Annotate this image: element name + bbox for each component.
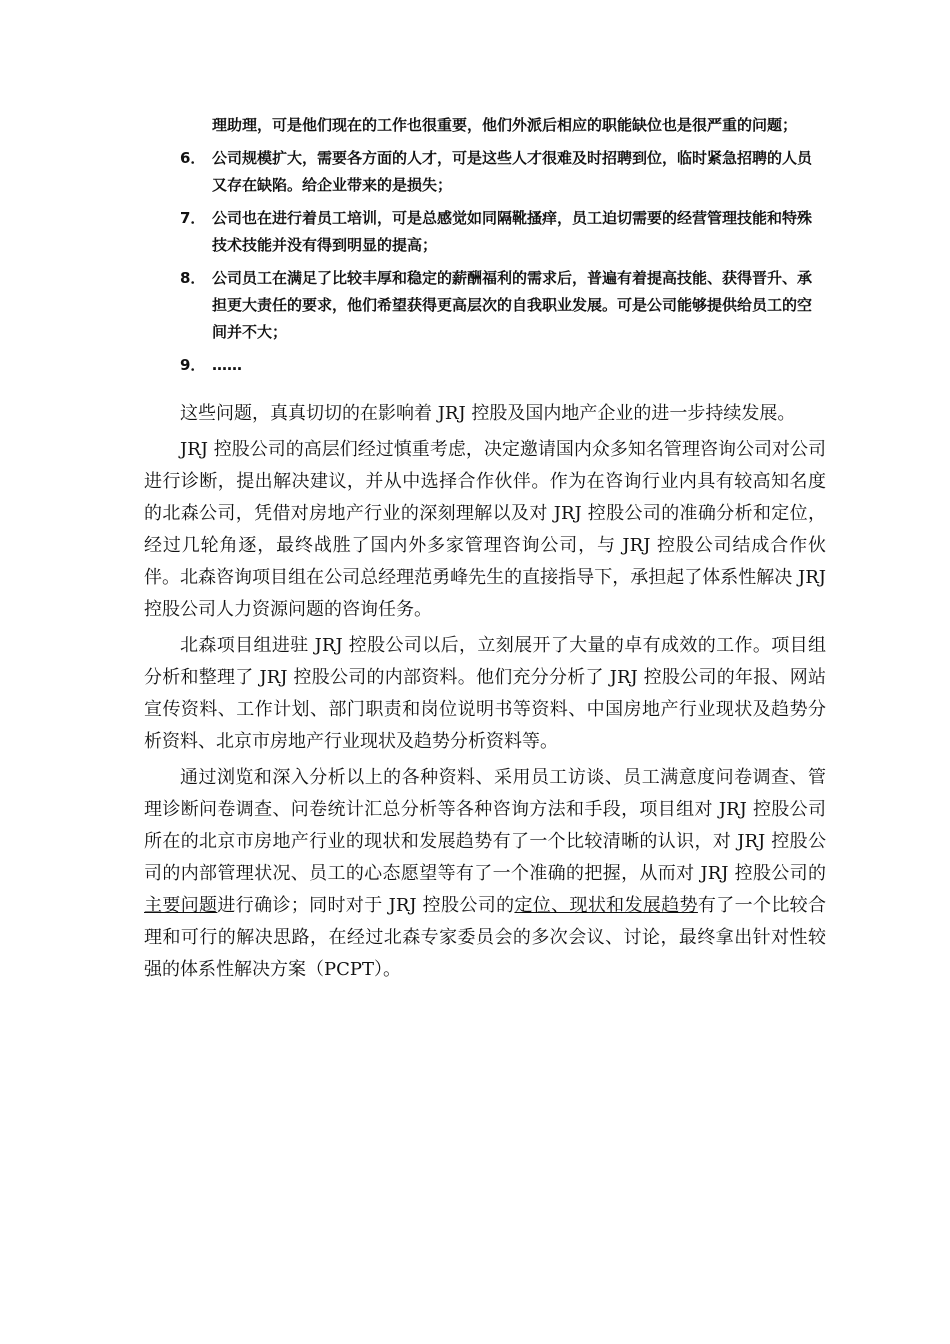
paragraph-text: 进行确诊；同时对于 JRJ 控股公司的: [217, 895, 515, 916]
paragraph: 北森项目组进驻 JRJ 控股公司以后，立刻展开了大量的卓有成效的工作。项目组分析和整理了 JRJ 控股公司的内部资料。他们充分分析了 JRJ 控股公司的年报、网站宣传资料、工作计划、部门职责和岗位说明书等资料、中国房地产行业现状及趋势分析资料、北京市房地产行业现状及趋势分析资料等。: [144, 635, 826, 752]
list-item-continuation: [180, 112, 820, 139]
paragraph: 这些问题，真真切切的在影响着 JRJ 控股及国内地产企业的进一步持续发展。: [180, 403, 796, 424]
list-item-text: 公司也在进行着员工培训，可是总感觉如同隔靴搔痒，员工迫切需要的经营管理技能和特殊技术技能并没有得到明显的提高；: [212, 209, 813, 254]
list-item-text: 公司员工在满足了比较丰厚和稳定的薪酬福利的需求后，普遍有着提高技能、获得晋升、承担更大责任的要求，他们希望获得更高层次的自我职业发展。可是公司能够提供给员工的空间并不大；: [212, 269, 813, 341]
body-text: [144, 398, 826, 990]
paragraph: JRJ 控股公司的高层们经过慎重考虑，决定邀请国内众多知名管理咨询公司对公司进行诊断，提出解决建议，并从中选择合作伙伴。作为在咨询行业内具有较高知名度的北森公司，凭借对房地产行业的深刻理解以及对 JRJ 控股公司的准确分析和定位，经过几轮角逐，最终战胜了国内外多家管理咨询公司，与 JRJ 控股公司结成合作伙伴。北森咨询项目组在公司总经理范勇峰先生的直接指导下，承担起了体系性解决 JRJ 控股公司人力资源问题的咨询任务。: [144, 439, 826, 620]
list-item-text: 理助理，可是他们现在的工作也很重要，他们外派后相应的职能缺位也是很严重的问题；: [212, 116, 798, 134]
paragraph-text: 有了一个比较合理和可行的解决思路，在经过北森专家委员会的多次会议、讨论，最终拿出针对性较强的体系性解决方案（PCPT）。: [144, 895, 827, 980]
underlined-text: 定位、现状和发展趋势: [514, 895, 698, 916]
list-item-text: ……: [212, 356, 242, 374]
paragraph: [144, 762, 826, 986]
underlined-text: 主要问题: [144, 895, 218, 916]
list-item: [180, 205, 820, 259]
list-item-number: 6．: [180, 149, 206, 167]
list-item: [180, 145, 820, 199]
list-item-text: 公司规模扩大，需要各方面的人才，可是这些人才很难及时招聘到位，临时紧急招聘的人员又存在缺陷。给企业带来的是损失；: [212, 149, 813, 194]
list-item: [180, 352, 820, 379]
list-item: [180, 265, 820, 346]
list-item-number: 8．: [180, 269, 206, 287]
paragraph-text: 通过浏览和深入分析以上的各种资料、采用员工访谈、员工满意度问卷调查、管理诊断问卷调查、问卷统计汇总分析等各种咨询方法和手段，项目组对 JRJ 控股公司所在的北京市房地产行业的现状和发展趋势有了一个比较清晰的认识，对 JRJ 控股公司的内部管理状况、员工的心态愿望等有了一个准确的把握，从而对 JRJ 控股公司的: [144, 767, 826, 884]
list-item-number: 9．: [180, 356, 206, 374]
list-item-number: 7．: [180, 209, 206, 227]
numbered-list: [180, 112, 820, 385]
